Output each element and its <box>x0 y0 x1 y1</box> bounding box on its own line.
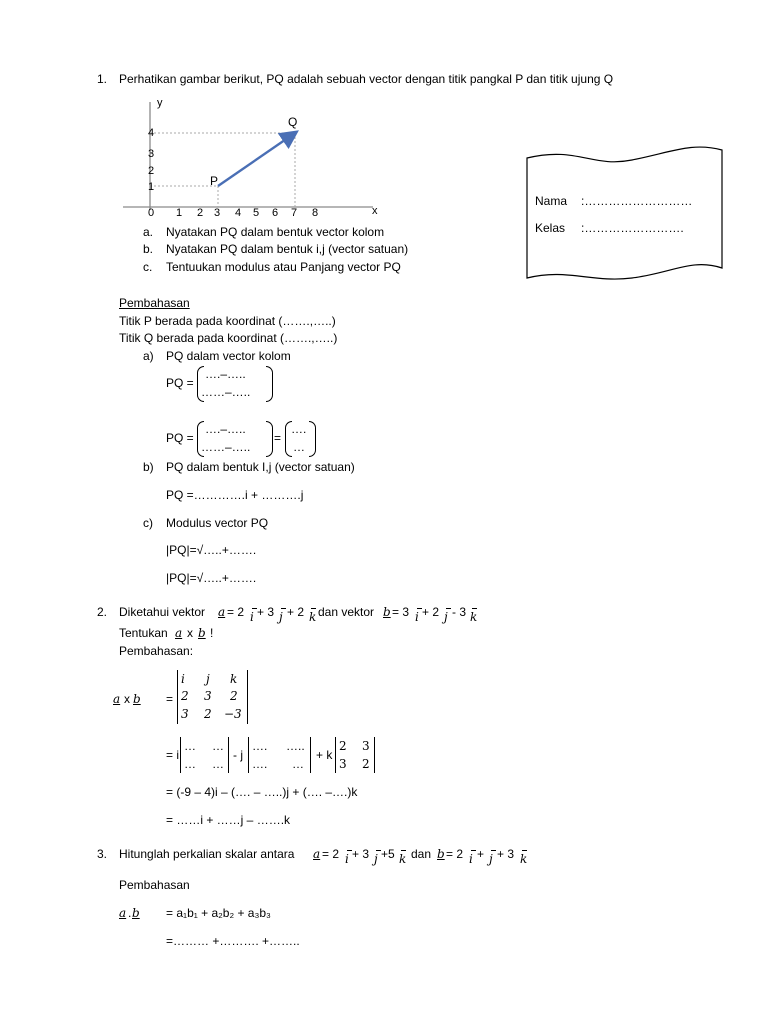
graph-x-tick-3: 3 <box>214 207 221 219</box>
m1-left-bar <box>180 737 181 773</box>
vector-pq-arrow <box>218 133 295 186</box>
column-vector-equals: = <box>274 431 282 445</box>
column-vector2-right-paren <box>266 421 273 457</box>
m2-cell: … <box>292 757 304 771</box>
q2-task-b: b <box>198 626 206 640</box>
graph-x-tick-8: 8 <box>312 207 319 219</box>
column-vector-bottom: ……–….. <box>201 385 251 399</box>
q1-text: Perhatikan gambar berikut, PQ adalah sebuah vector dengan titik pangkal P dan titik ujung Q <box>119 72 614 86</box>
q3-formula: = a₁b₁ + a₂b₂ + a₃b₃ <box>166 906 271 920</box>
name-box-scroll <box>522 138 728 288</box>
det-cell: 2 <box>204 707 212 721</box>
q3-dot-b: b <box>132 906 140 920</box>
q1-c-label: c) <box>143 516 153 530</box>
det-right-bar <box>247 670 248 724</box>
q1-c-text: Modulus vector PQ <box>166 516 269 530</box>
q2-eq-b: = 3 <box>392 605 410 619</box>
q3-plus3: + 3 <box>352 847 370 861</box>
q3-dot: . <box>128 906 132 920</box>
column-vector-right-paren <box>266 366 273 402</box>
m2-cell: …. <box>252 757 268 771</box>
q1-b-label: b) <box>143 460 154 474</box>
q1-q-coord: Titik Q berada pada koordinat (…….,…..) <box>119 331 338 345</box>
graph-y-label: y <box>157 97 163 109</box>
q1-b-text: PQ dalam bentuk I,j (vector satuan) <box>166 460 355 474</box>
det-cell: j <box>206 672 210 686</box>
vector-graph <box>115 92 405 224</box>
det-left-bar <box>177 670 178 724</box>
kelas-field: :……………………. <box>581 221 684 235</box>
q2-minus3: - 3 <box>452 605 467 619</box>
q1-item-a-label: a. <box>143 225 154 239</box>
q3-unit-k-2: k <box>520 852 528 866</box>
q2-intro: Diketahui vektor <box>119 605 206 619</box>
nama-field: :……………………… <box>581 194 693 208</box>
q1-item-a-text: Nyatakan PQ dalam bentuk vector kolom <box>166 225 385 239</box>
kelas-label: Kelas <box>535 221 566 235</box>
q2-exp-eq: = i <box>166 748 180 762</box>
q2-task-bang: ! <box>210 626 214 640</box>
q2-det-lhs-a: a <box>113 692 121 706</box>
q2-minus-j: - j <box>233 748 243 762</box>
graph-y-tick-4: 4 <box>148 127 155 139</box>
q2-number: 2. <box>97 605 108 619</box>
q2-dan: dan vektor <box>318 605 375 619</box>
m3-cell: 2 <box>362 757 370 771</box>
q2-pembahasan: Pembahasan: <box>119 644 194 658</box>
m1-right-bar <box>228 737 229 773</box>
m1-cell: … <box>212 739 224 753</box>
graph-point-p-label: P <box>210 174 219 188</box>
q2-vec-b: b <box>383 605 391 619</box>
q2-task-a: a <box>175 626 183 640</box>
q2-line4: = ……i + ……j – …….k <box>166 813 291 827</box>
graph-x-tick-2: 2 <box>197 207 204 219</box>
det-cell: 3 <box>204 689 212 703</box>
m2-cell: …. <box>252 739 268 753</box>
q3-eq-a: = 2 <box>322 847 340 861</box>
column-vector-top: ….–….. <box>205 367 246 381</box>
q2-unit-k-2: k <box>470 610 478 624</box>
q3-vec-b: b <box>437 847 445 861</box>
q1-number: 1. <box>97 72 108 86</box>
q1-item-b-label: b. <box>143 242 154 256</box>
nama-label: Nama <box>535 194 568 208</box>
q3-pembahasan: Pembahasan <box>119 878 190 892</box>
q2-plus3: + 3 <box>257 605 275 619</box>
column-vector2-top: ….–….. <box>205 422 246 436</box>
q3-vec-a: a <box>313 847 321 861</box>
m3-left-bar <box>335 737 336 773</box>
q3-dot-a: a <box>119 906 127 920</box>
q2-unit-i-1: i <box>250 610 254 624</box>
m3-cell: 3 <box>362 739 370 753</box>
q1-item-c-text: Tentuukan modulus atau Panjang vector PQ <box>166 260 401 274</box>
q1-p-coord: Titik P berada pada koordinat (…….,…..) <box>119 314 336 328</box>
q2-eq-a: = 2 <box>227 605 245 619</box>
m3-cell: 2 <box>339 739 347 753</box>
q2-vec-a: a <box>218 605 226 619</box>
column-vector2-bottom: ……–….. <box>201 440 251 454</box>
m1-cell: … <box>212 757 224 771</box>
q2-plus2: + 2 <box>287 605 305 619</box>
det-cell: 2 <box>181 689 189 703</box>
m1-cell: … <box>184 757 196 771</box>
q1-a-text: PQ dalam vector kolom <box>166 349 291 363</box>
q2-line3: = (-9 – 4)i – (…. – …..)j + (…. –….)k <box>166 785 358 799</box>
graph-y-tick-1: 1 <box>148 181 155 193</box>
q2-unit-i-2: i <box>415 610 419 624</box>
q1-modulus-2: |PQ|=√…..+……. <box>166 571 257 585</box>
q3-dan: dan <box>411 847 432 861</box>
m2-right-bar <box>310 737 311 773</box>
graph-x-tick-6: 6 <box>272 207 279 219</box>
q3-plus5: +5 <box>381 847 395 861</box>
q2-task-x: x <box>187 626 193 640</box>
q1-b-equation: PQ =………….i + ……….j <box>166 488 304 502</box>
graph-y-tick-2: 2 <box>148 165 155 177</box>
q3-unit-i-2: i <box>469 852 473 866</box>
q2-plus-k: + k <box>316 748 333 762</box>
q3-plus3b: + 3 <box>497 847 515 861</box>
m2-left-bar <box>248 737 249 773</box>
q1-modulus-1: |PQ|=√…..+……. <box>166 543 257 557</box>
det-cell: i <box>181 672 185 686</box>
graph-x-tick-7: 7 <box>291 207 298 219</box>
graph-x-tick-5: 5 <box>253 207 260 219</box>
graph-x-tick-0: 0 <box>148 207 155 219</box>
q2-unit-j-2: j <box>444 610 448 624</box>
pq-equation-label-2: PQ = <box>166 431 194 445</box>
q3-text: Hitunglah perkalian skalar antara <box>119 847 295 861</box>
graph-x-tick-4: 4 <box>235 207 242 219</box>
graph-x-label: x <box>372 205 378 217</box>
q3-unit-k-1: k <box>399 852 407 866</box>
result-vector-right-paren <box>309 421 316 457</box>
m1-cell: … <box>184 739 196 753</box>
q1-pembahasan-heading: Pembahasan <box>119 296 190 310</box>
det-cell: 3 <box>181 707 189 721</box>
q2-det-lhs-x: x <box>124 692 130 706</box>
q3-unit-i-1: i <box>345 852 349 866</box>
q2-unit-j-1: j <box>279 610 283 624</box>
q3-unit-j-2: j <box>489 852 493 866</box>
q3-plus: + <box>477 847 485 861</box>
m3-right-bar <box>374 737 375 773</box>
graph-x-tick-1: 1 <box>176 207 183 219</box>
det-cell: k <box>230 672 238 686</box>
result-vector-top: …. <box>291 422 307 436</box>
q1-item-c-label: c. <box>143 260 153 274</box>
det-cell: 2 <box>230 689 238 703</box>
q3-fill: =……… +………. +…….. <box>166 934 300 948</box>
q2-unit-k-1: k <box>309 610 317 624</box>
q1-a-label: a) <box>143 349 154 363</box>
det-cell: −3 <box>224 707 242 721</box>
m2-cell: ….. <box>286 739 305 753</box>
graph-y-tick-3: 3 <box>148 148 155 160</box>
pq-equation-label: PQ = <box>166 376 194 390</box>
result-vector-bottom: … <box>293 440 305 454</box>
q2-plus2b: + 2 <box>422 605 440 619</box>
q1-item-b-text: Nyatakan PQ dalam bentuk i,j (vector satuan) <box>166 242 409 256</box>
q2-det-lhs-b: b <box>133 692 141 706</box>
q2-det-eq: = <box>166 692 174 706</box>
graph-point-q-label: Q <box>288 115 298 129</box>
q3-unit-j-1: j <box>374 852 378 866</box>
q3-eq-b: = 2 <box>446 847 464 861</box>
q3-number: 3. <box>97 847 108 861</box>
q2-tentukan: Tentukan <box>119 626 168 640</box>
m3-cell: 3 <box>339 757 347 771</box>
